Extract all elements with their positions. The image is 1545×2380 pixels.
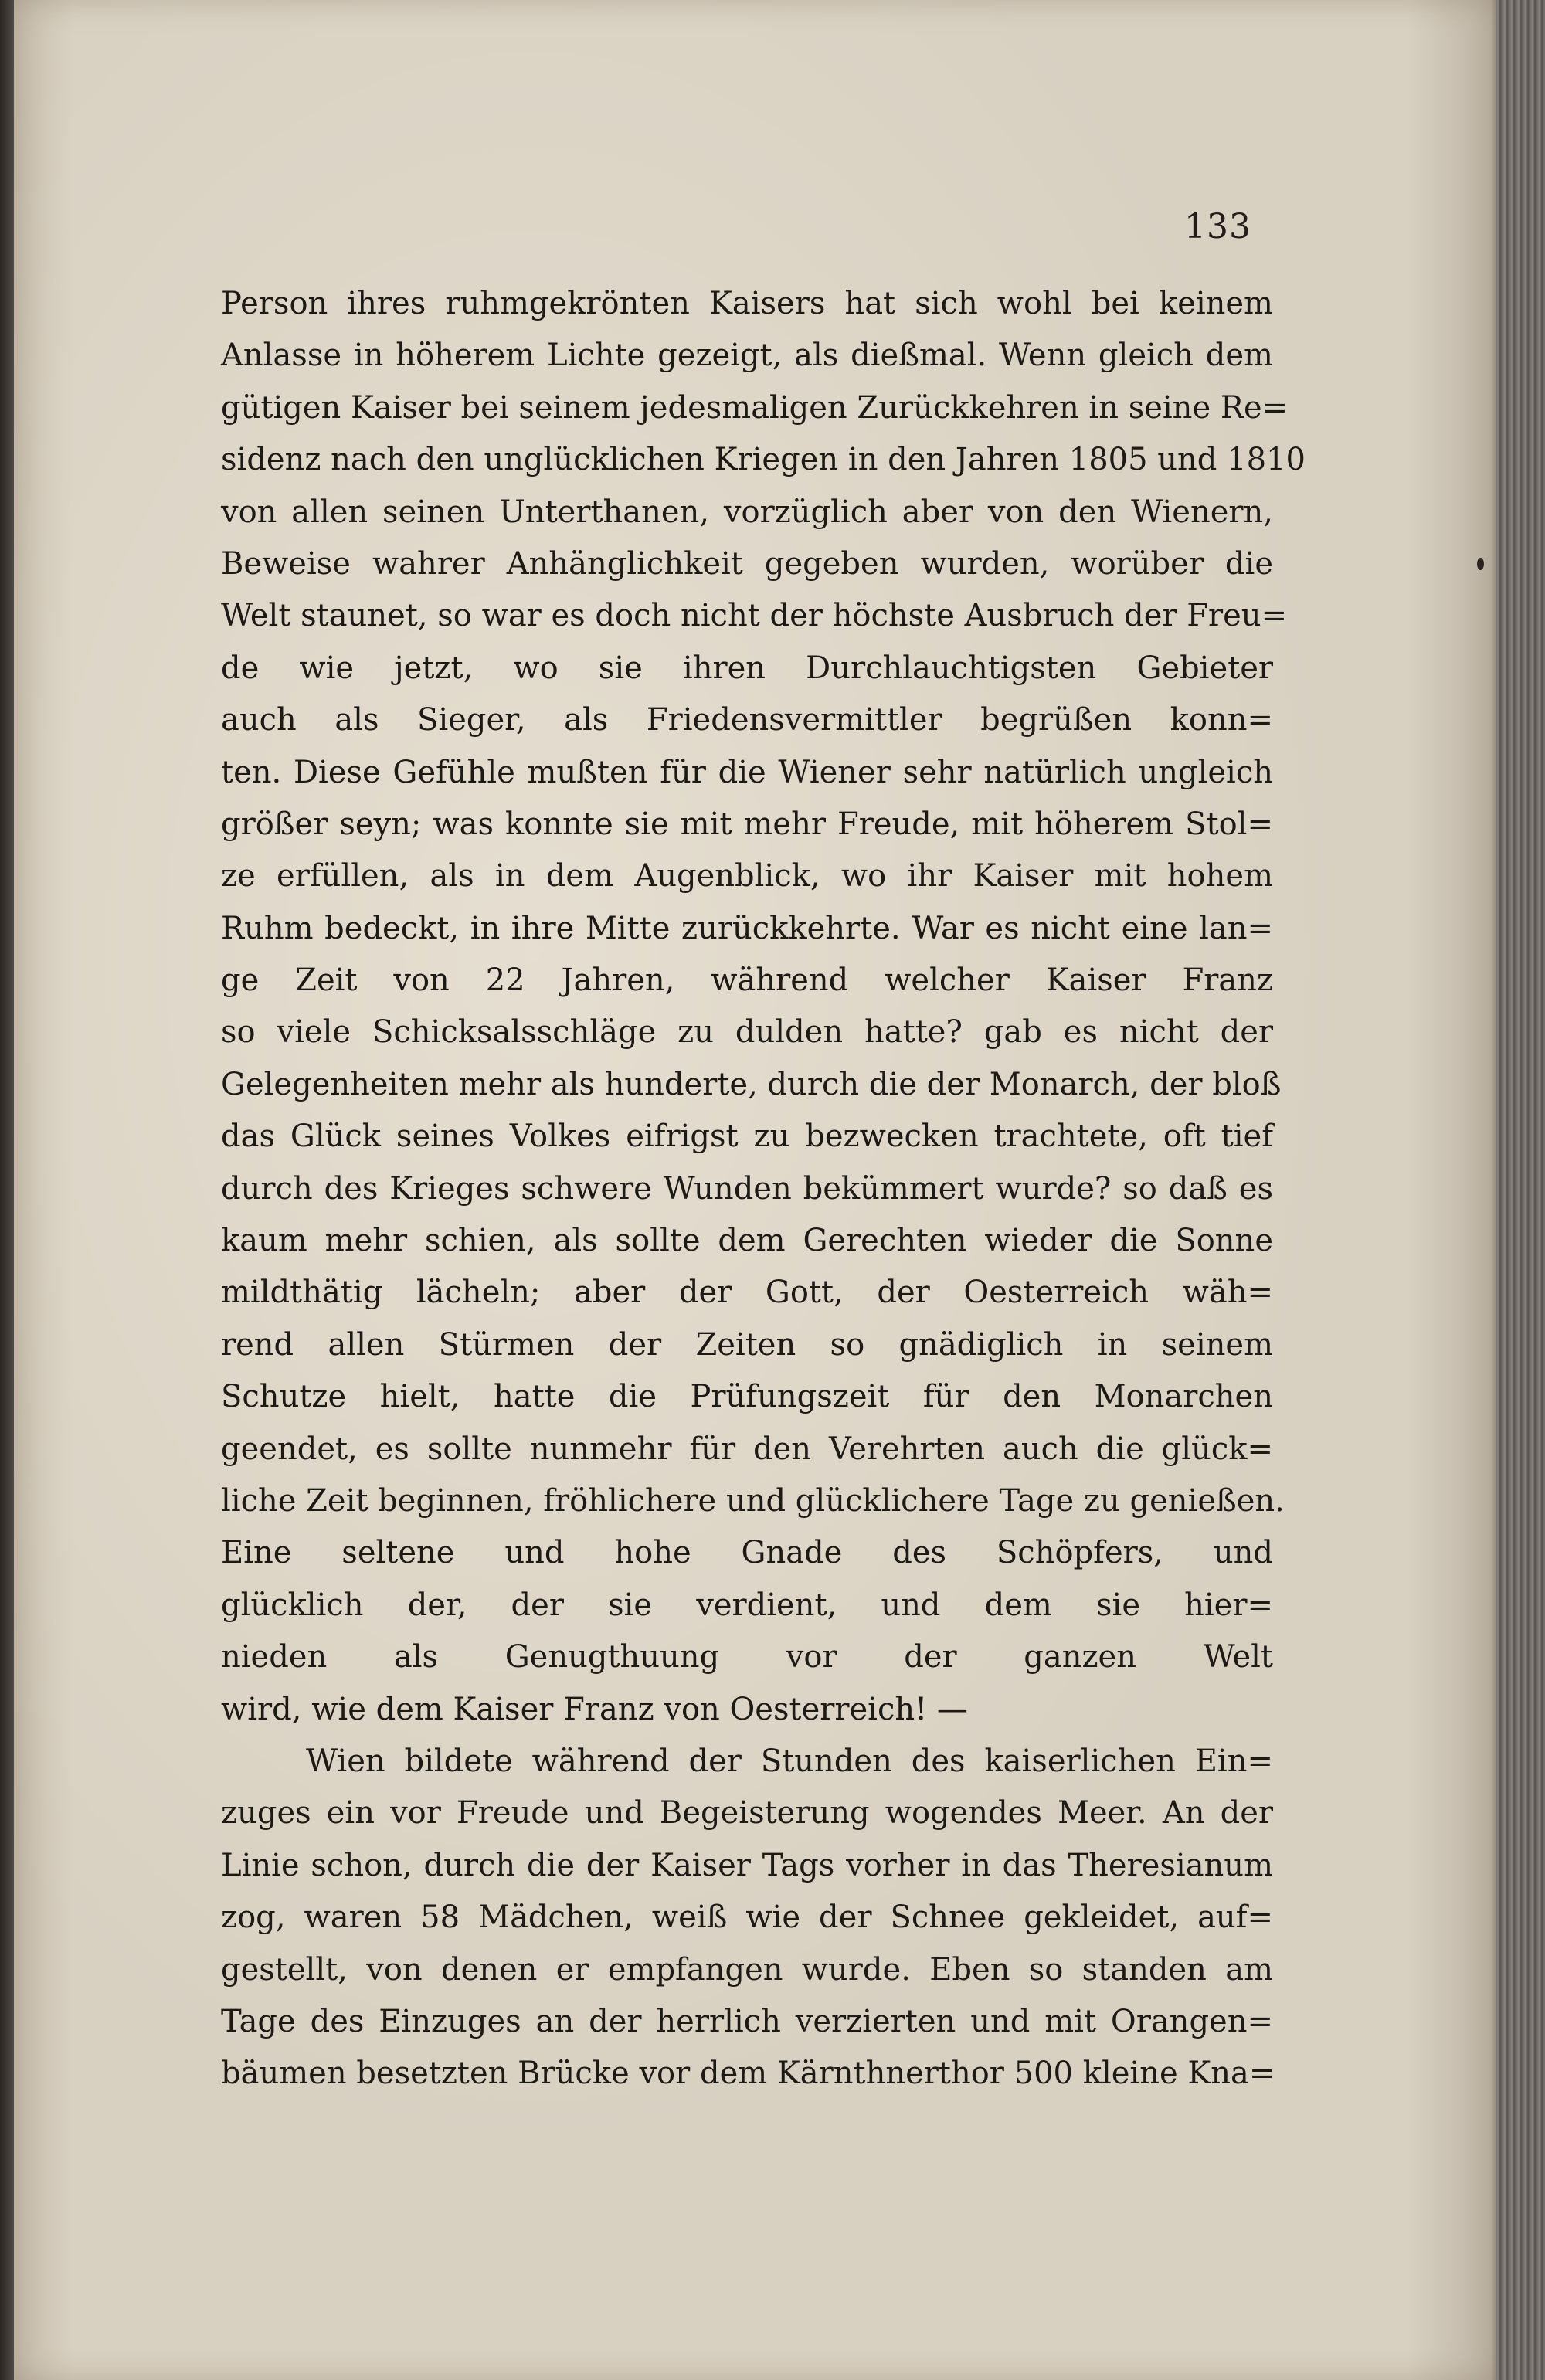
text-line: auch als Sieger, als Friedensvermittler begrüßen konn= — [221, 702, 1273, 738]
text-line: bäumen besetzten Brücke vor dem Kärnthnerthor 500 kleine Kna= — [221, 2056, 1275, 2092]
book-page-edges — [1496, 0, 1545, 2380]
text-line: ze erfüllen, als in dem Augenblick, wo ihr Kaiser mit hohem — [221, 858, 1273, 895]
text-line: Eine seltene und hohe Gnade des Schöpfers, und — [221, 1535, 1273, 1571]
text-line: so viele Schicksalsschläge zu dulden hatte? gab es nicht der — [221, 1014, 1273, 1051]
text-line: Wien bildete während der Stunden des kaiserlichen Ein= — [306, 1743, 1273, 1779]
text-line: Person ihres ruhmgekrönten Kaisers hat sich wohl bei keinem — [221, 286, 1273, 321]
text-line: zog, waren 58 Mädchen, weiß wie der Schnee gekleidet, auf= — [221, 1900, 1273, 1936]
body-text — [221, 278, 1306, 2100]
text-line: Linie schon, durch die der Kaiser Tags vorher in das Theresianum — [221, 1847, 1273, 1883]
text-line: wird, wie dem Kaiser Franz von Oesterreich! — — [221, 1691, 968, 1727]
text-line: gestellt, von denen er empfangen wurde. Eben so standen am — [221, 1951, 1273, 1988]
text-line: nieden als Genugthuung vor der ganzen Welt — [221, 1639, 1273, 1676]
text-line: zuges ein vor Freude und Begeisterung wogendes Meer. An der — [221, 1795, 1273, 1832]
text-line: Ruhm bedeckt, in ihre Mitte zurückkehrte. War es nicht eine lan= — [221, 910, 1273, 946]
text-line: geendet, es sollte nunmehr für den Verehrten auch die glück= — [221, 1431, 1273, 1467]
text-line: liche Zeit beginnen, fröhlichere und glücklichere Tage zu genießen. — [221, 1482, 1285, 1519]
page-number: 133 — [1184, 207, 1251, 246]
text-line: größer seyn; was konnte sie mit mehr Freude, mit höherem Stol= — [221, 806, 1273, 842]
text-line: glücklich der, der sie verdient, und dem sie hier= — [221, 1587, 1273, 1623]
text-line: ge Zeit von 22 Jahren, während welcher Kaiser Franz — [221, 963, 1273, 999]
text-line: de wie jetzt, wo sie ihren Durchlauchtigsten Gebieter — [221, 650, 1273, 686]
text-line: gütigen Kaiser bei seinem jedesmaligen Zurückkehren in seine Re= — [221, 389, 1289, 426]
text-line: sidenz nach den unglücklichen Kriegen in den Jahren 1805 und 1810 — [221, 442, 1306, 478]
text-line: Tage des Einzuges an der herrlich verzierten und mit Orangen= — [221, 2003, 1273, 2039]
text-line: Welt staunet, so war es doch nicht der höchste Ausbruch der Freu= — [221, 598, 1288, 634]
text-line: Anlasse in höherem Lichte gezeigt, als dießmal. Wenn gleich dem — [221, 338, 1273, 374]
ink-spot — [1477, 558, 1484, 570]
text-line: kaum mehr schien, als sollte dem Gerechten wieder die Sonne — [221, 1223, 1273, 1259]
text-line: Gelegenheiten mehr als hunderte, durch die der Monarch, der bloß — [221, 1066, 1282, 1102]
text-line: von allen seinen Unterthanen, vorzüglich aber von den Wienern, — [221, 494, 1273, 530]
text-line: Schutze hielt, hatte die Prüfungszeit für den Monarchen — [221, 1379, 1273, 1415]
text-line: durch des Krieges schwere Wunden bekümmert wurde? so daß es — [221, 1170, 1273, 1207]
text-line: Beweise wahrer Anhänglichkeit gegeben wurden, worüber die — [221, 545, 1273, 582]
text-line: ten. Diese Gefühle mußten für die Wiener sehr natürlich ungleich — [221, 754, 1273, 790]
text-line: das Glück seines Volkes eifrigst zu bezwecken trachtete, oft tief — [221, 1119, 1273, 1155]
text-line: rend allen Stürmen der Zeiten so gnädiglich in seinem — [221, 1326, 1273, 1363]
text-line: mildthätig lächeln; aber der Gott, der Oesterreich wäh= — [221, 1275, 1273, 1311]
